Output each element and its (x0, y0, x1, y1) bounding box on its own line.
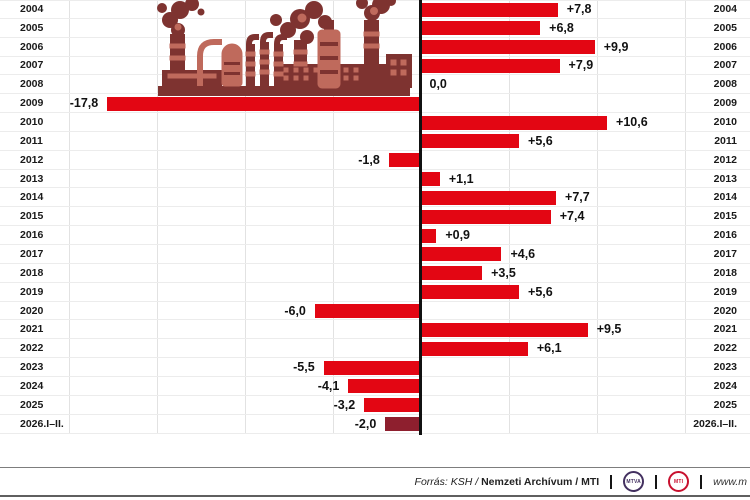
chart-row (0, 358, 750, 377)
value-bar (107, 97, 420, 111)
value-bar (421, 59, 560, 73)
source-credit (415, 476, 600, 488)
year-label-left: 2021 (20, 323, 44, 336)
value-label: +9,5 (596, 322, 622, 337)
value-label: +10,6 (616, 115, 648, 130)
value-bar (421, 21, 541, 35)
footer-divider-3 (700, 475, 702, 489)
chart-row (0, 396, 750, 415)
footer-url: www.m (713, 475, 747, 488)
year-label-right: 2008 (713, 78, 737, 91)
year-label-right: 2017 (713, 247, 737, 260)
year-label-left: 2012 (20, 153, 44, 166)
value-bar (315, 304, 421, 318)
value-label: -4,1 (317, 378, 340, 393)
year-label-left: 2013 (20, 172, 44, 185)
year-label-right: 2007 (713, 59, 737, 72)
chart-row (0, 377, 750, 396)
year-label-right: 2013 (713, 172, 737, 185)
value-label: 0,0 (429, 77, 447, 92)
year-label-right: 2014 (713, 191, 737, 204)
year-label-right: 2004 (713, 3, 737, 16)
year-label-left: 2024 (20, 379, 44, 392)
year-label-right: 2022 (713, 342, 737, 355)
value-bar (421, 191, 557, 205)
value-label: -2,0 (354, 416, 377, 431)
chart-row (0, 113, 750, 132)
value-bar (421, 266, 483, 280)
value-label: +5,6 (528, 133, 553, 148)
year-label-right: 2025 (713, 398, 737, 411)
value-bar (324, 361, 421, 375)
value-bar (364, 398, 420, 412)
source-ksh: KSH (450, 475, 473, 488)
value-label: +9,9 (603, 39, 629, 54)
year-label-right: 2026.I–II. (693, 417, 737, 430)
year-label-left: 2008 (20, 78, 44, 91)
value-bar (389, 153, 421, 167)
chart-row (0, 94, 750, 113)
chart-row (0, 320, 750, 339)
source-label: Forrás: (414, 475, 448, 488)
value-bar (385, 417, 420, 431)
value-label: -1,8 (358, 152, 380, 167)
year-label-left: 2006 (20, 40, 44, 53)
year-label-right: 2010 (713, 116, 737, 129)
footer-divider-2 (655, 475, 657, 489)
footer (0, 467, 750, 497)
chart-row (0, 415, 750, 434)
value-bar (421, 3, 558, 17)
chart-row (0, 302, 750, 321)
year-label-left: 2009 (20, 97, 44, 110)
chart-row (0, 226, 750, 245)
year-label-left: 2022 (20, 342, 44, 355)
year-label-left: 2023 (20, 361, 44, 374)
value-label: +4,6 (510, 246, 536, 261)
year-label-left: 2010 (20, 116, 44, 129)
year-label-right: 2024 (713, 379, 737, 392)
year-label-left: 2005 (20, 21, 44, 34)
value-bar (421, 342, 528, 356)
footer-divider-1 (610, 475, 612, 489)
value-bar (421, 172, 440, 186)
chart-row (0, 245, 750, 264)
year-label-right: 2015 (713, 210, 737, 223)
year-label-right: 2012 (713, 153, 737, 166)
value-bar (348, 379, 420, 393)
year-label-left: 2019 (20, 285, 44, 298)
chart-row (0, 151, 750, 170)
mtva-logo-text: MTVA (626, 478, 641, 485)
year-label-left: 2020 (20, 304, 44, 317)
zero-axis (419, 0, 422, 435)
value-label: +0,9 (445, 228, 471, 243)
year-label-left: 2015 (20, 210, 44, 223)
value-bar (421, 116, 608, 130)
year-label-right: 2009 (713, 97, 737, 110)
chart-row (0, 189, 750, 208)
value-bar (421, 285, 520, 299)
value-bar (421, 40, 595, 54)
year-label-left: 2004 (20, 3, 44, 16)
value-label: +6,8 (549, 20, 574, 35)
value-label: +7,9 (568, 58, 594, 73)
value-label: -17,8 (69, 96, 99, 111)
chart-row (0, 339, 750, 358)
chart-row (0, 132, 750, 151)
value-bar (421, 210, 551, 224)
year-label-right: 2023 (713, 361, 737, 374)
source-separator-1: / (475, 475, 479, 488)
year-label-left: 2025 (20, 398, 44, 411)
mti-logo-text: MTI (674, 478, 684, 485)
source-mti: MTI (581, 475, 600, 488)
mtva-logo-icon (623, 471, 644, 492)
year-label-left: 2018 (20, 266, 44, 279)
value-label: -5,5 (293, 360, 315, 375)
mti-logo-icon (668, 471, 689, 492)
year-label-right: 2018 (713, 266, 737, 279)
year-label-left: 2026.I–II. (20, 417, 64, 430)
value-label: +3,5 (491, 265, 516, 280)
year-label-right: 2020 (713, 304, 737, 317)
chart-row (0, 207, 750, 226)
source-separator-2: / (575, 475, 579, 488)
value-label: -3,2 (333, 397, 356, 412)
value-bar (421, 134, 520, 148)
source-archive: Nemzeti Archívum (481, 475, 573, 488)
value-bar (421, 247, 502, 261)
value-bar (421, 229, 437, 243)
value-label: +5,6 (528, 284, 553, 299)
year-label-right: 2005 (713, 21, 737, 34)
year-label-right: 2011 (714, 134, 737, 147)
year-label-right: 2021 (713, 323, 737, 336)
year-label-left: 2007 (20, 59, 44, 72)
value-bar (421, 323, 588, 337)
factory-illustration (148, 0, 420, 96)
year-label-left: 2014 (20, 191, 44, 204)
value-label: -6,0 (284, 303, 306, 318)
value-label: +7,8 (566, 2, 592, 17)
value-label: +1,1 (448, 171, 474, 186)
year-label-right: 2006 (713, 40, 737, 53)
value-label: +7,4 (559, 209, 585, 224)
year-label-right: 2016 (713, 229, 737, 242)
chart-row (0, 283, 750, 302)
year-label-right: 2019 (713, 285, 737, 298)
value-label: +6,1 (536, 341, 562, 356)
year-label-left: 2017 (20, 247, 44, 260)
value-label: +7,7 (565, 190, 590, 205)
chart-row (0, 170, 750, 189)
year-label-left: 2011 (20, 134, 43, 147)
year-label-left: 2016 (20, 229, 44, 242)
chart-row (0, 264, 750, 283)
